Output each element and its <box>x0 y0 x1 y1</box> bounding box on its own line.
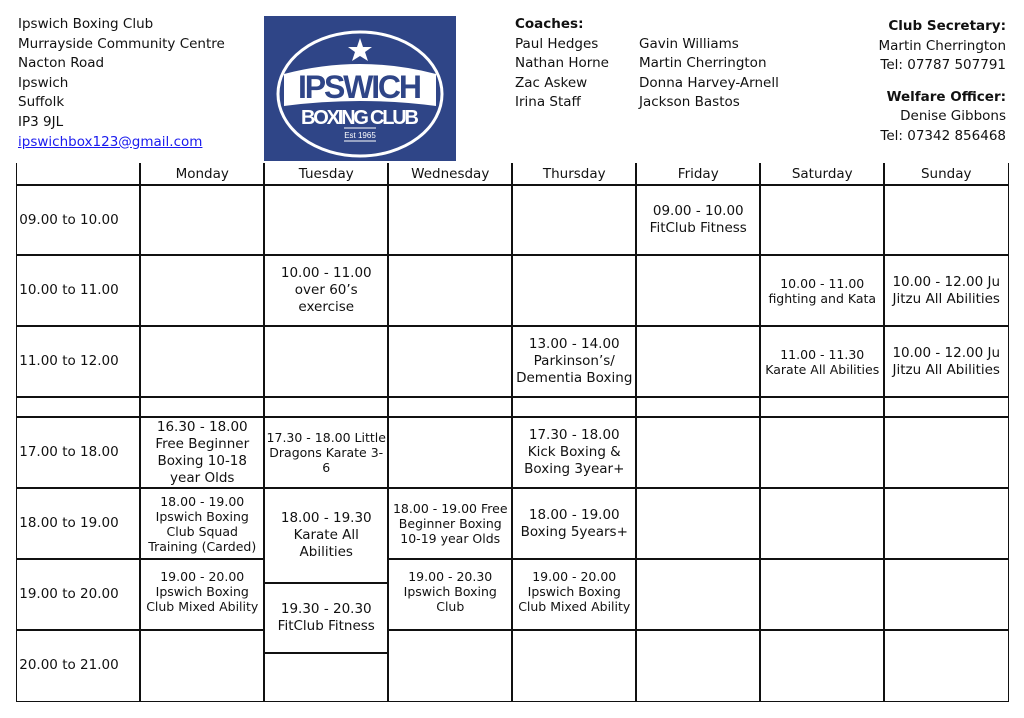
time-label: 17.00 to 18.00 <box>16 416 141 489</box>
contacts <box>879 17 1007 147</box>
day-header: Wednesday <box>387 163 513 186</box>
coach-name: Martin Cherrington <box>639 55 767 72</box>
empty-cell <box>883 629 1009 702</box>
time-label-spacer <box>16 396 141 418</box>
welfare-name: Denise Gibbons <box>900 108 1006 125</box>
time-label: 11.00 to 12.00 <box>16 325 141 398</box>
empty-cell <box>139 396 265 418</box>
empty-cell <box>511 396 637 418</box>
empty-cell <box>263 652 389 702</box>
session-cell: 10.00 - 12.00 Ju Jitzu All Abilities <box>883 254 1009 327</box>
session-cell: 19.30 - 20.30 FitClub Fitness <box>263 582 389 654</box>
empty-cell <box>387 416 513 489</box>
empty-cell <box>759 396 885 418</box>
coach-name: Gavin Williams <box>639 35 739 52</box>
coach-name: Nathan Horne <box>515 55 609 72</box>
session-cell: 10.00 - 11.00 fighting and Kata <box>759 254 885 327</box>
session-cell: 09.00 - 10.00 FitClub Fitness <box>635 184 761 256</box>
header-corner <box>16 163 141 186</box>
day-header: Tuesday <box>263 163 389 186</box>
empty-cell <box>635 416 761 489</box>
empty-cell <box>883 487 1009 560</box>
coach-name: Jackson Bastos <box>639 94 740 111</box>
empty-cell <box>263 184 389 256</box>
logo-est: Est 1965 <box>344 131 376 140</box>
secretary-heading: Club Secretary: <box>888 18 1006 34</box>
welfare-tel: Tel: 07342 856468 <box>880 127 1006 144</box>
empty-cell <box>883 396 1009 418</box>
empty-cell <box>139 325 265 398</box>
empty-cell <box>635 629 761 702</box>
coach-name: Irina Staff <box>515 94 581 111</box>
empty-cell <box>511 184 637 256</box>
club-logo <box>264 16 456 161</box>
empty-cell <box>635 487 761 560</box>
session-cell: 19.00 - 20.00 Ipswich Boxing Club Mixed Ability <box>139 558 265 631</box>
empty-cell <box>883 416 1009 489</box>
empty-cell <box>759 184 885 256</box>
welfare-heading: Welfare Officer: <box>886 88 1006 105</box>
time-label: 09.00 to 10.00 <box>16 184 141 256</box>
time-label: 20.00 to 21.00 <box>16 629 141 702</box>
empty-cell <box>139 184 265 256</box>
address-line: Nacton Road <box>18 55 105 72</box>
coach-name: Paul Hedges <box>515 35 599 52</box>
empty-cell <box>139 629 265 702</box>
empty-cell <box>635 396 761 418</box>
coach-name: Zac Askew <box>515 74 588 91</box>
empty-cell <box>635 254 761 327</box>
session-cell: 11.00 - 11.30 Karate All Abilities <box>759 325 885 398</box>
address-line: Murrayside Community Centre <box>18 35 225 52</box>
email-link[interactable]: ipswichbox123@gmail.com <box>18 133 203 150</box>
empty-cell <box>263 396 389 418</box>
day-header: Saturday <box>759 163 885 186</box>
empty-cell <box>139 254 265 327</box>
empty-cell <box>387 396 513 418</box>
empty-cell <box>263 325 389 398</box>
postcode: IP3 9JL <box>18 113 64 130</box>
club-name: Ipswich Boxing Club <box>18 16 154 32</box>
club-address <box>18 15 225 152</box>
session-cell: 19.00 - 20.30 Ipswich Boxing Club <box>387 558 513 631</box>
secretary-tel: Tel: 07787 507791 <box>880 57 1006 74</box>
empty-cell <box>759 487 885 560</box>
empty-cell <box>883 558 1009 631</box>
session-cell: 13.00 - 14.00 Parkinson’s/ Dementia Boxing <box>511 325 637 398</box>
day-header: Friday <box>635 163 761 186</box>
coaches-list-2 <box>639 35 779 113</box>
empty-cell <box>759 416 885 489</box>
time-label: 10.00 to 11.00 <box>16 254 141 327</box>
empty-cell <box>387 254 513 327</box>
address-line: Ipswich <box>18 74 69 91</box>
empty-cell <box>387 184 513 256</box>
session-cell: 10.00 - 12.00 Ju Jitzu All Abilities <box>883 325 1009 398</box>
empty-cell <box>511 254 637 327</box>
session-cell: 16.30 - 18.00 Free Beginner Boxing 10-18 year Olds <box>139 416 265 489</box>
address-line: Suffolk <box>18 94 65 111</box>
secretary-name: Martin Cherrington <box>878 37 1006 54</box>
empty-cell <box>387 629 513 702</box>
coaches-list <box>515 15 609 113</box>
session-cell: 17.30 - 18.00 Little Dragons Karate 3-6 <box>263 416 389 489</box>
coach-name: Donna Harvey-Arnell <box>639 74 779 91</box>
day-header: Monday <box>139 163 265 186</box>
empty-cell <box>635 558 761 631</box>
logo-text-boxing-club: BOXING CLUB <box>301 107 419 129</box>
time-label: 18.00 to 19.00 <box>16 487 141 560</box>
session-cell: 18.00 - 19.00 Free Beginner Boxing 10-19 year Olds <box>387 487 513 560</box>
empty-cell <box>883 184 1009 256</box>
empty-cell <box>387 325 513 398</box>
session-cell: 18.00 - 19.00 Boxing 5years+ <box>511 487 637 560</box>
empty-cell <box>759 558 885 631</box>
empty-cell <box>759 629 885 702</box>
empty-cell <box>635 325 761 398</box>
time-label: 19.00 to 20.00 <box>16 558 141 631</box>
logo-text-ipswich: IPSWICH <box>298 69 422 105</box>
day-header: Thursday <box>511 163 637 186</box>
coaches-heading: Coaches: <box>515 16 584 32</box>
session-cell: 10.00 - 11.00 over 60’s exercise <box>263 254 389 327</box>
day-header: Sunday <box>883 163 1009 186</box>
session-cell: 17.30 - 18.00 Kick Boxing & Boxing 3year+ <box>511 416 637 489</box>
session-cell: 18.00 - 19.30 Karate All Abilities <box>263 487 389 584</box>
session-cell: 19.00 - 20.00 Ipswich Boxing Club Mixed Ability <box>511 558 637 631</box>
empty-cell <box>511 629 637 702</box>
session-cell: 18.00 - 19.00 Ipswich Boxing Club Squad Training (Carded) <box>139 487 265 560</box>
